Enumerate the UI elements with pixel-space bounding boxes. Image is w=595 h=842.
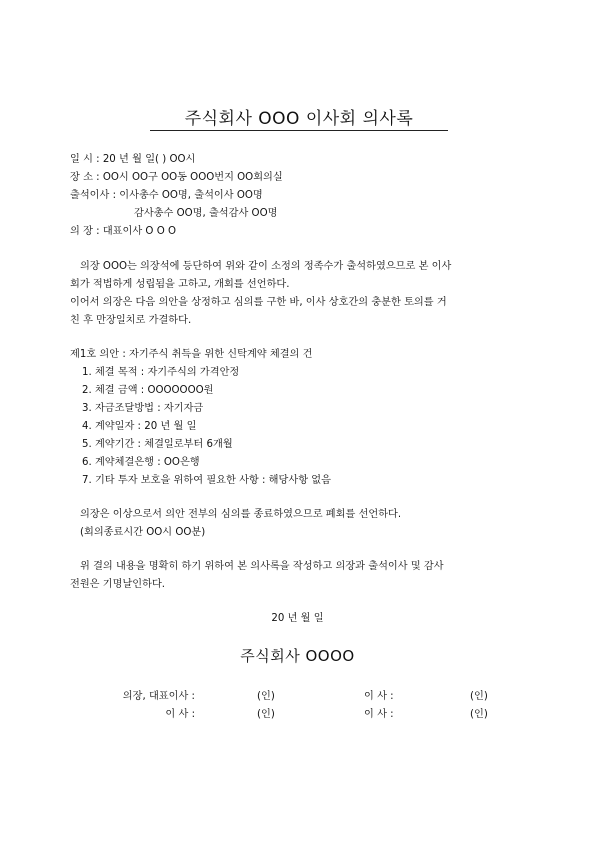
- signature-label-director: 이 사 :: [165, 709, 195, 720]
- agenda-item: 4. 계약일자 : 20 년 월 일: [82, 421, 197, 432]
- seal-mark: (인): [257, 691, 275, 702]
- agenda-item: 2. 체결 금액 : OOOOOOO원: [82, 385, 214, 396]
- final-line-2: 전원은 기명날인하다.: [70, 579, 166, 590]
- closing-time: (회의종료시간 OO시 OO분): [80, 527, 206, 538]
- attending-directors: 출석이사 : 이사총수 OO명, 출석이사 OO명: [70, 190, 263, 201]
- document-title: 주식회사 OOO 이사회 의사록: [184, 109, 414, 129]
- agenda-item: 3. 자금조달방법 : 자기자금: [82, 403, 204, 414]
- agenda-item: 6. 계약체결은행 : OO은행: [82, 457, 200, 468]
- final-line-1: 위 결의 내용을 명확히 하기 위하여 본 의사록을 작성하고 의장과 출석이사 및 감사: [80, 561, 444, 572]
- seal-mark: (인): [257, 709, 275, 720]
- opening-line-3: 이어서 의장은 다음 의안을 상정하고 심의를 구한 바, 이사 상호간의 충분한 토의를 거: [70, 297, 447, 308]
- signing-date: 20 년 월 일: [271, 613, 324, 624]
- agenda-title: 제1호 의안 : 자기주식 취득을 위한 신탁계약 체결의 건: [70, 349, 313, 360]
- meeting-place: 장 소 : OO시 OO구 OO동 OOO번지 OO회의실: [70, 172, 283, 183]
- opening-line-4: 친 후 만장일치로 가결하다.: [70, 315, 192, 326]
- signature-label-director: 이 사 :: [364, 691, 394, 702]
- closing-statement: 의장은 이상으로서 의안 전부의 심의를 종료하였으므로 폐회를 선언하다.: [80, 509, 402, 520]
- opening-line-1: 의장 OOO는 의장석에 등단하여 위와 같이 소정의 정족수가 출석하였으므로 본 이사: [80, 261, 452, 272]
- company-name: 주식회사 OOOO: [240, 647, 355, 665]
- meeting-date: 일 시 : 20 년 월 일( ) OO시: [70, 154, 196, 165]
- attending-auditors: 감사총수 OO명, 출석감사 OO명: [134, 208, 278, 219]
- signature-label-chair: 의장, 대표이사 :: [122, 691, 195, 702]
- seal-mark: (인): [470, 691, 488, 702]
- agenda-item: 7. 기타 투자 보호을 위하여 필요한 사항 : 해당사항 없음: [82, 475, 331, 486]
- meeting-chair: 의 장 : 대표이사 O O O: [70, 226, 176, 237]
- title-underline: [150, 130, 448, 131]
- agenda-item: 1. 체결 목적 : 자기주식의 가격안정: [82, 367, 240, 378]
- agenda-item: 5. 계약기간 : 체결일로부터 6개월: [82, 439, 233, 450]
- signature-label-director: 이 사 :: [364, 709, 394, 720]
- opening-line-2: 회가 적법하게 성립됨을 고하고, 개회를 선언하다.: [70, 279, 290, 290]
- seal-mark: (인): [470, 709, 488, 720]
